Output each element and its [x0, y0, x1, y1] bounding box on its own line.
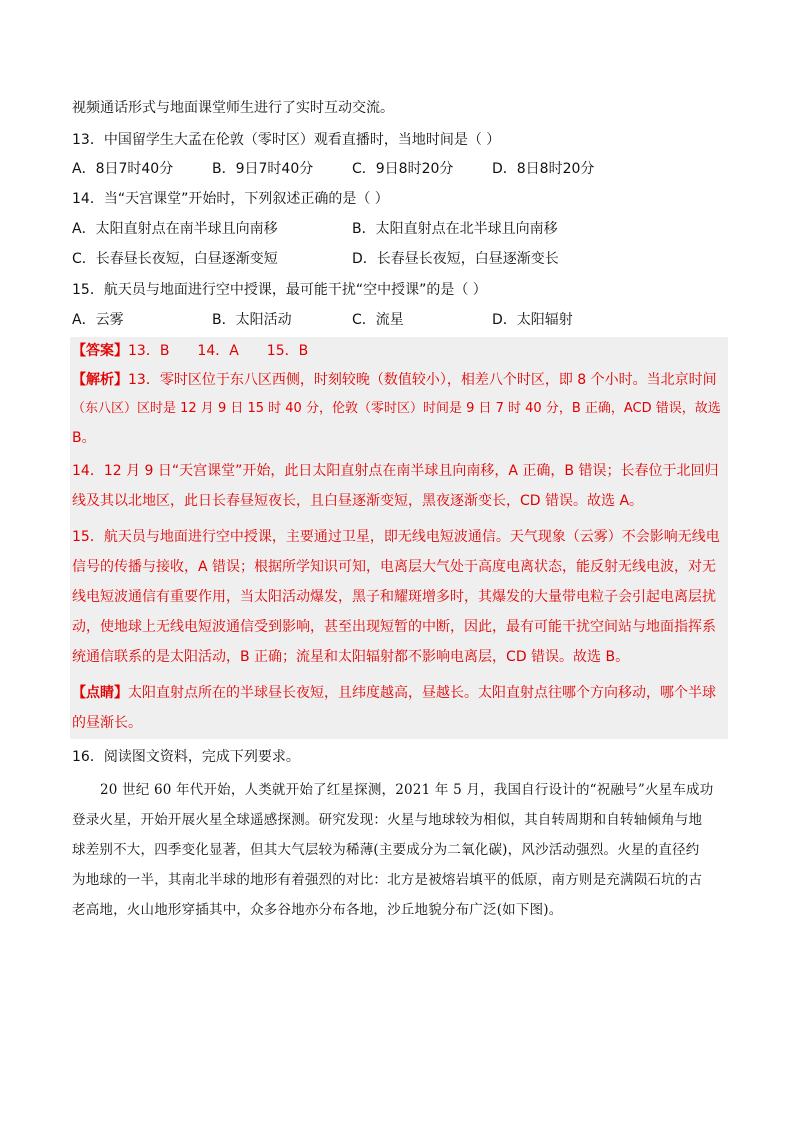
analysis-line-4: 14．12 月 9 日“天宫课堂”开始，此日太阳直射点在南半球且向南移，A 正确，B 错误；长春位于北回归 — [72, 463, 719, 479]
analysis-line-5: 线及其以北地区，此日长春昼短夜长，且白昼逐渐变短，黑夜逐渐变长，CD 错误。故选 A。 — [72, 493, 644, 509]
question-15-stem: 15．航天员与地面进行空中授课，最可能干扰“空中授课”的是（ ） — [72, 282, 487, 298]
analysis-line-7: 信号的传播与接收，A 错误；根据所学知识可知，电离层大气处于高度电离状态，能反射无线电波，对无 — [72, 559, 717, 575]
analysis-line-9: 动，使地球上无线电短波通信受到影响，甚至出现短暂的中断，因此，最有可能干扰空间站与地面指挥系 — [72, 619, 716, 635]
q15-option-c: C．流星 — [352, 312, 404, 328]
analysis-tag: 【解析】 — [72, 372, 128, 388]
q15-option-b: B．太阳活动 — [212, 312, 292, 328]
analysis-line-10: 统通信联系的是太阳活动，B 正确；流星和太阳辐射都不影响电离层，CD 错误。故选 B。 — [72, 649, 630, 665]
analysis-line-2: （东八区）区时是 12 月 9 日 15 时 40 分，伦敦（零时区）时间是 9 日 7 时 40 分，B 正确，ACD 错误，故选 — [72, 401, 721, 416]
tip-tag: 【点睛】 — [72, 685, 128, 701]
q13-option-b: B．9日7时40分 — [212, 161, 314, 177]
q15-option-a: A．云雾 — [72, 312, 124, 328]
tip-line-1 — [72, 682, 716, 704]
q14-option-c: C．长春昼长夜短，白昼逐渐变短 — [72, 251, 278, 267]
q13-option-c: C．9日8时20分 — [352, 161, 454, 177]
analysis-line-1 — [72, 369, 717, 391]
analysis-text: 13．零时区位于东八区西侧，时刻较晚（数值较小），相差八个时区，即 8 个小时。当北京时间 — [128, 372, 717, 388]
question-16-stem: 16．阅读图文资料，完成下列要求。 — [72, 749, 300, 765]
analysis-line-6: 15．航天员与地面进行空中授课，主要通过卫星，即无线电短波通信。天气现象（云雾）不会影响无线电 — [72, 529, 720, 545]
q16-paragraph-line-2: 登录火星，开始开展火星全球遥感探测。研究发现：火星与地球较为相似，其自转周期和自转轴倾角与地 — [72, 812, 703, 828]
q14-option-d: D．长春昼长夜短，白昼逐渐变长 — [352, 251, 559, 267]
q16-paragraph-line-3: 球差别不大，四季变化显著，但其大气层较为稀薄(主要成分为二氧化碳)，风沙活动强烈。火星的直径约 — [72, 842, 700, 858]
q13-option-d: D．8日8时20分 — [492, 161, 595, 177]
analysis-line-3: B。 — [72, 430, 96, 446]
answer-tag: 【答案】 — [72, 343, 128, 359]
answer-text: 13．B 14．A 15．B — [128, 343, 309, 359]
q16-paragraph-line-1: 20 世纪 60 年代开始，人类就开始了红星探测，2021 年 5 月，我国自行设计的“祝融号”火星车成功 — [100, 782, 714, 798]
intro-tail-text: 视频通话形式与地面课堂师生进行了实时互动交流。 — [72, 100, 394, 116]
analysis-line-8: 线电短波通信有重要作用，当太阳活动爆发，黑子和耀斑增多时，其爆发的大量带电粒子会引起电离层扰 — [72, 589, 716, 605]
q16-paragraph-line-4: 为地球的一半，其南北半球的地形有着强烈的对比：北方是被熔岩填平的低原，南方则是充满陨石坑的古 — [72, 872, 703, 888]
q16-paragraph-line-5: 老高地，火山地形穿插其中，众多谷地亦分布各地，沙丘地貌分布广泛(如下图)。 — [72, 902, 563, 918]
q15-option-d: D．太阳辐射 — [492, 312, 573, 328]
question-13-stem: 13．中国留学生大孟在伦敦（零时区）观看直播时，当地时间是（ ） — [72, 132, 501, 148]
q14-option-a: A．太阳直射点在南半球且向南移 — [72, 221, 278, 237]
tip-line-2: 的昼渐长。 — [72, 715, 142, 731]
answer-line — [72, 340, 308, 362]
question-14-stem: 14．当“天宫课堂”开始时，下列叙述正确的是（ ） — [72, 191, 389, 207]
q14-option-b: B．太阳直射点在北半球且向南移 — [352, 221, 558, 237]
q13-option-a: A．8日7时40分 — [72, 161, 174, 177]
tip-text: 太阳直射点所在的半球昼长夜短，且纬度越高，昼越长。太阳直射点往哪个方向移动，哪个半球 — [128, 685, 716, 701]
